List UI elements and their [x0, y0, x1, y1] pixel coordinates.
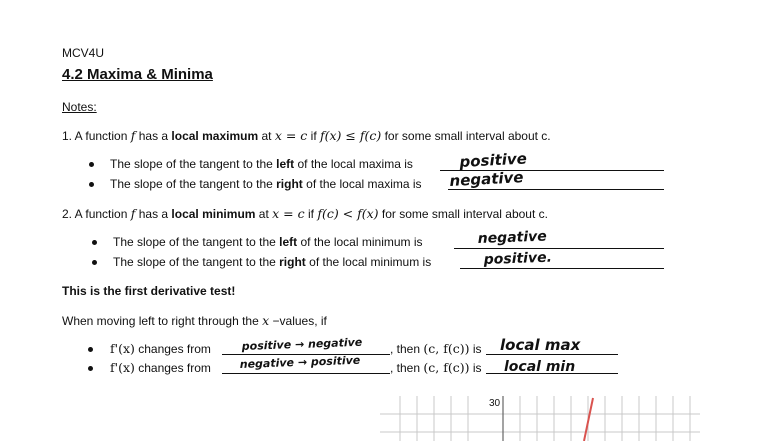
notes-label: Notes: — [62, 100, 97, 114]
handwritten-answer: positive → negative — [241, 335, 363, 353]
answer-line — [454, 248, 664, 249]
answer-line — [222, 373, 390, 374]
test-bullet-min-then: , then (c, f(c)) is — [390, 360, 482, 375]
page-title: 4.2 Maxima & Minima — [62, 66, 213, 83]
handwritten-answer: positive — [459, 149, 528, 171]
bullet — [89, 182, 94, 187]
answer-line — [486, 354, 618, 355]
graph-tick-label: 30 — [489, 398, 501, 409]
test-bullet-max-then: , then (c, f(c)) is — [390, 341, 482, 356]
handwritten-answer: negative — [449, 168, 524, 190]
test-bullet-max: f'(x) changes from — [110, 341, 211, 356]
bullet — [89, 162, 94, 167]
answer-line — [460, 268, 664, 269]
handwritten-result: local min — [504, 359, 576, 375]
max-bullet-left: The slope of the tangent to the left of the local maxima is — [110, 157, 413, 171]
max-bullet-right: The slope of the tangent to the right of the local maxima is — [110, 177, 422, 191]
min-definition: 2. A function f has a local minimum at x = c if f(c) < f(x) for some small interval about c. — [62, 206, 548, 221]
min-bullet-left: The slope of the tangent to the left of the local minimum is — [113, 235, 423, 249]
handwritten-answer: negative → positive — [239, 353, 361, 371]
max-definition: 1. A function f has a local maximum at x = c if f(x) ≤ f(c) for some small interval about c. — [62, 128, 551, 143]
handwritten-result: local max — [500, 336, 581, 354]
bullet — [88, 366, 93, 371]
bullet — [88, 347, 93, 352]
test-bullet-min: f'(x) changes from — [110, 360, 211, 375]
min-bullet-right: The slope of the tangent to the right of the local minimum is — [113, 255, 432, 269]
bullet — [92, 240, 97, 245]
first-derivative-heading: This is the first derivative test! — [62, 284, 236, 298]
answer-line — [448, 189, 664, 190]
handwritten-answer: negative — [477, 228, 548, 247]
handwritten-answer: positive. — [483, 249, 553, 268]
course-code: MCV4U — [62, 46, 105, 60]
bullet — [92, 260, 97, 265]
moving-text: When moving left to right through the x −values, if — [62, 313, 327, 328]
